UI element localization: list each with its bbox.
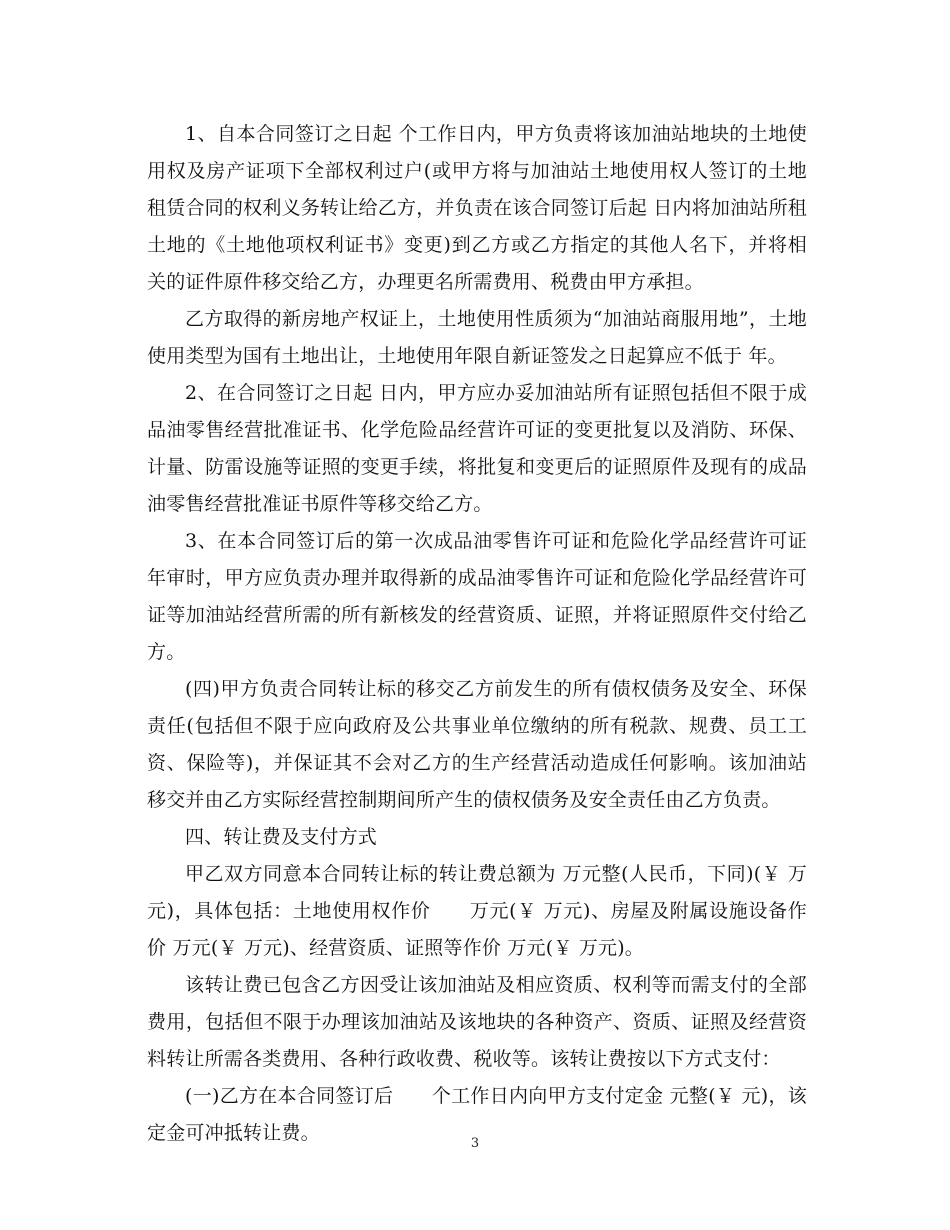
document-body xyxy=(147,116,807,1152)
paragraph-clause-2: 2、在合同签订之日起 日内，甲方应办妥加油站所有证照包括但不限于成品油零售经营批准证书、化学危险品经营许可证的变更批复以及消防、环保、计量、防雷设施等证照的变更手续，将批复和变更后的证照原件及现有的成品油零售经营批准证书原件等移交给乙方。 xyxy=(147,382,807,515)
paragraph-clause-four-liabilities: (四)甲方负责合同转让标的移交乙方前发生的所有债权债务及安全、环保责任(包括但不限于应向政府及公共事业单位缴纳的所有税款、规费、员工工资、保险等)，并保证其不会对乙方的生产经营活动造成任何影响。该加油站移交并由乙方实际经营控制期间所产生的债权债务及安全责任由乙方负责。 xyxy=(147,678,807,811)
paragraph-fee-scope: 该转让费已包含乙方因受让该加油站及相应资质、权利等而需支付的全部费用，包括但不限于办理该加油站及该地块的各种资产、资质、证照及经营资料转让所需各类费用、各种行政收费、税收等。该转让费按以下方式支付： xyxy=(147,974,807,1070)
page-number: 3 xyxy=(470,1136,480,1151)
paragraph-fee-total: 甲乙双方同意本合同转让标的转让费总额为 万元整(人民币，下同)(￥ 万元)，具体包括：土地使用权作价 万元(￥ 万元)、房屋及附属设施设备作价 万元(￥ 万元)、经营资质、证照等作价 万元(￥ 万元)。 xyxy=(147,863,807,959)
paragraph-payment-1: (一)乙方在本合同签订后 个工作日内向甲方支付定金 元整(￥ 元)，该定金可冲抵转让费。 xyxy=(147,1085,807,1144)
paragraph-clause-3: 3、在本合同签订后的第一次成品油零售许可证和危险化学品经营许可证年审时，甲方应负责办理并取得新的成品油零售许可证和危险化学品经营许可证等加油站经营所需的所有新核发的经营资质、证照，并将证照原件交付给乙方。 xyxy=(147,530,807,663)
paragraph-clause-1: 1、自本合同签订之日起 个工作日内，甲方负责将该加油站地块的土地使用权及房产证项下全部权利过户(或甲方将与加油站土地使用权人签订的土地租赁合同的权利义务转让给乙方，并负责在该合同签订后起 日内将加油站所租土地的《土地他项权利证书》变更)到乙方或乙方指定的其他人名下，并将相关的证件原件移交给乙方，办理更名所需费用、税费由甲方承担。 xyxy=(147,123,807,293)
paragraph-land-use: 乙方取得的新房地产权证上，土地使用性质须为“加油站商服用地”，土地使用类型为国有土地出让，土地使用年限自新证签发之日起算应不低于 年。 xyxy=(147,308,807,367)
section-heading-transfer-fee: 四、转让费及支付方式 xyxy=(185,826,378,848)
